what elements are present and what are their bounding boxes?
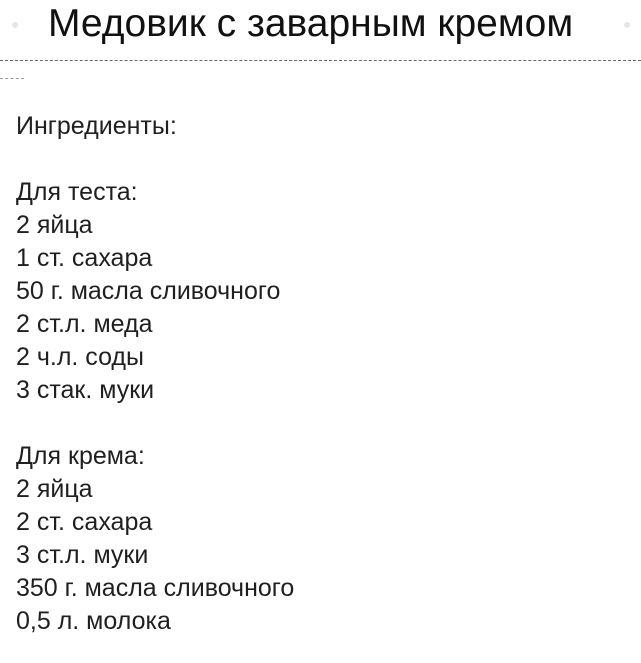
cream-ingredient: 2 яйца — [16, 475, 93, 503]
left-edge-mark — [12, 22, 18, 28]
dough-ingredient: 2 ст.л. меда — [16, 310, 153, 338]
cream-section — [16, 440, 616, 638]
ingredients-heading: Ингредиенты: — [16, 112, 177, 140]
dough-ingredient: 1 ст. сахара — [16, 244, 153, 272]
cream-ingredient: 350 г. масла сливочного — [16, 574, 295, 602]
dough-ingredient: 50 г. масла сливочного — [16, 277, 281, 305]
cream-heading: Для крема: — [16, 442, 145, 470]
right-edge-mark — [624, 22, 630, 28]
short-dash-divider — [0, 78, 24, 79]
recipe-title: Медовик с заварным кремом — [48, 2, 574, 45]
cream-ingredient: 3 ст.л. муки — [16, 541, 149, 569]
dough-ingredient: 2 ч.л. соды — [16, 343, 144, 371]
cream-ingredient: 0,5 л. молока — [16, 607, 171, 635]
dough-ingredient: 2 яйца — [16, 211, 93, 239]
dough-heading: Для теста: — [16, 178, 138, 206]
title-divider — [0, 60, 641, 61]
cream-ingredient: 2 ст. сахара — [16, 508, 153, 536]
title-bar — [0, 0, 641, 62]
recipe-content — [16, 110, 616, 638]
dough-ingredient: 3 стак. муки — [16, 376, 155, 404]
dough-section — [16, 176, 616, 407]
